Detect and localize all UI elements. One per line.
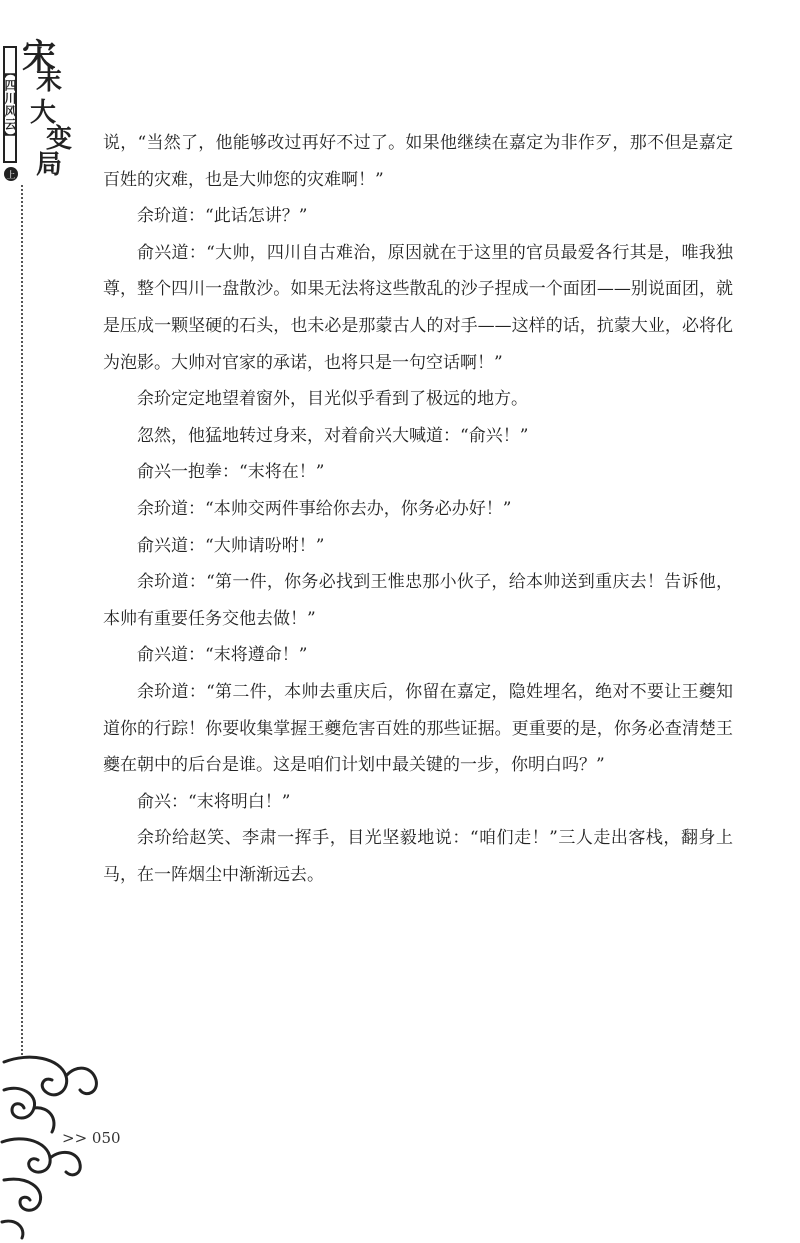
paragraph: 俞兴道：“大帅请吩咐！” (137, 535, 325, 556)
paragraph: 余玠道：“此话怎讲？” (137, 206, 308, 227)
paragraph: 忽然，他猛地转过身来，对着俞兴大喊道：“俞兴！” (137, 425, 529, 446)
paragraph: 俞兴一抱拳：“末将在！” (137, 462, 325, 483)
title-char-4: 变 (46, 124, 73, 154)
margin-dotted-rule (21, 185, 23, 1055)
title-char-5: 局 (36, 150, 63, 180)
body-text (103, 125, 733, 893)
volume-mark: 上 (4, 167, 18, 181)
paragraph: 俞兴道：“大帅，四川自古难治，原因就在于这里的官员最爱各行其是，唯我独尊，整个四川一盘散沙。如果无法将这些散乱的沙子捏成一个面团——别说面团，就是压成一颗坚硬的石头，也未必是那蒙古人的对手——这样的话，抗蒙大业，必将化为泡影。大帅对官家的承诺，也将只是一句空话啊！” (103, 242, 733, 373)
series-label: 【四川风云】 (3, 65, 17, 144)
title-char-1: 宋 (22, 37, 56, 77)
paragraph: 俞兴道：“末将遵命！” (137, 645, 308, 666)
title-char-2: 末 (36, 66, 63, 96)
page-number: >> 050 (62, 1129, 121, 1147)
paragraph: 余玠道：“第一件，你务必找到王惟忠那小伙子，给本帅送到重庆去！告诉他，本帅有重要任务交他去做！” (103, 572, 733, 629)
series-box (3, 46, 17, 163)
paragraph: 余玠给赵笑、李肃一挥手，目光坚毅地说：“咱们走！”三人走出客栈，翻身上马，在一阵烟尘中渐渐远去。 (103, 828, 733, 885)
title-char-3: 大 (30, 98, 57, 128)
paragraph: 余玠定定地望着窗外，目光似乎看到了极远的地方。 (137, 389, 528, 410)
book-title (22, 37, 92, 180)
paragraph: 俞兴：“末将明白！” (137, 791, 291, 812)
paragraph: 说，“当然了，他能够改过再好不过了。如果他继续在嘉定为非作歹，那不但是嘉定百姓的灾难，也是大帅您的灾难啊！” (103, 133, 733, 190)
paragraph: 余玠道：“本帅交两件事给你去办，你务必办好！” (137, 498, 512, 519)
paragraph: 余玠道：“第二件，本帅去重庆后，你留在嘉定，隐姓埋名，绝对不要让王夔知道你的行踪！你要收集掌握王夔危害百姓的那些证据。更重要的是，你务必查清楚王夔在朝中的后台是谁。这是咱们计划中最关键的一步，你明白吗？” (103, 681, 733, 776)
